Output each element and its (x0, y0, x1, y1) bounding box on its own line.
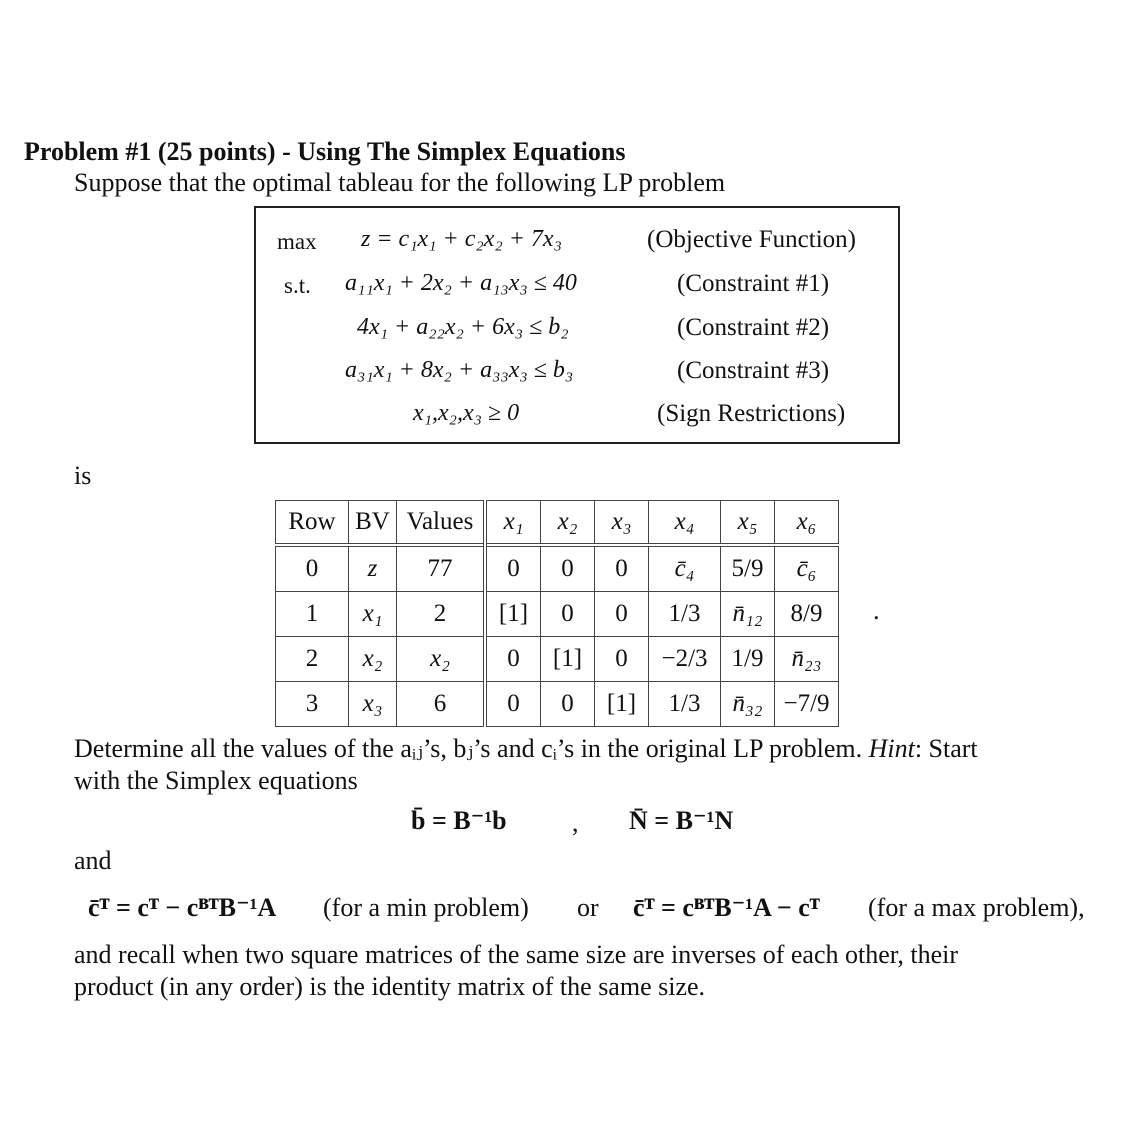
problem-title: Problem #1 (25 points) - Using The Simplex Equations (24, 137, 626, 166)
lp-constraint-3: a₃₁x₁ + 8x₂ + a₃₃x₃ ≤ b₃ (345, 357, 574, 383)
header-x2: x₂ (541, 501, 595, 546)
cell: 5/9 (721, 545, 775, 592)
tableau-period: . (873, 596, 880, 625)
cell: 1/9 (721, 637, 775, 682)
hint-label: Hint (868, 734, 915, 763)
equation-comma: , (572, 808, 579, 837)
determine-line (74, 734, 978, 764)
cell: 0 (485, 545, 541, 592)
cell: c̄₄ (649, 545, 721, 592)
cell: c̄₆ (775, 545, 839, 592)
simplex-intro-line: with the Simplex equations (74, 766, 358, 795)
cell: z (349, 545, 397, 592)
cell: x₁ (349, 592, 397, 637)
equation-b: b̄ = B⁻¹b (411, 806, 507, 835)
lp-st-label: s.t. (284, 273, 311, 298)
cell: x₂ (397, 637, 486, 682)
lp-constraint-3-note: (Constraint #3) (677, 357, 830, 384)
cell: 1/3 (649, 682, 721, 727)
min-note: (for a min problem) (323, 893, 529, 922)
header-row: Row (276, 501, 349, 546)
header-x3: x₃ (595, 501, 649, 546)
cell: 6 (397, 682, 486, 727)
is-word: is (74, 461, 92, 490)
header-values: Values (397, 501, 486, 546)
recall-line-1: and recall when two square matrices of the same size are inverses of each other, their (74, 940, 959, 969)
cell: −7/9 (775, 682, 839, 727)
cell: 1/3 (649, 592, 721, 637)
cell: 3 (276, 682, 349, 727)
cell: 77 (397, 545, 486, 592)
lp-constraint-2: 4x₁ + a₂₂x₂ + 6x₃ ≤ b₂ (357, 314, 569, 340)
cell: n̄₁₂ (721, 592, 775, 637)
cell: 0 (595, 637, 649, 682)
cell: x₃ (349, 682, 397, 727)
table-header-row (276, 501, 839, 546)
lp-sign-restriction: x₁,x₂,x₃ ≥ 0 (413, 400, 520, 426)
and-word: and (74, 846, 112, 875)
lp-objective: z = c₁x₁ + c₂x₂ + 7x₃ (361, 226, 562, 252)
hint-rest: : Start (914, 734, 978, 763)
determine-text: Determine all the values of the aᵢⱼ’s, bⱼ’s and cᵢ’s in the original LP problem. (74, 734, 863, 763)
table-row (276, 545, 839, 592)
cell: 8/9 (775, 592, 839, 637)
equation-n: N̄ = B⁻¹N (629, 806, 734, 835)
cell: 2 (276, 637, 349, 682)
cell: 0 (485, 637, 541, 682)
header-x1: x₁ (485, 501, 541, 546)
simplex-tableau (275, 500, 839, 727)
cell: x₂ (349, 637, 397, 682)
cell: 0 (595, 545, 649, 592)
cell: 0 (595, 592, 649, 637)
header-x4: x₄ (649, 501, 721, 546)
table-row (276, 682, 839, 727)
header-x6: x₆ (775, 501, 839, 546)
cell: n̄₃₂ (721, 682, 775, 727)
header-x5: x₅ (721, 501, 775, 546)
lp-constraint-1-note: (Constraint #1) (677, 270, 830, 297)
cell: 0 (276, 545, 349, 592)
cell: 0 (541, 545, 595, 592)
cell: [1] (485, 592, 541, 637)
lp-objective-note: (Objective Function) (647, 226, 856, 253)
lp-sign-note: (Sign Restrictions) (657, 400, 846, 427)
lp-max-label: max (277, 229, 317, 254)
cell: 2 (397, 592, 486, 637)
lp-constraint-2-note: (Constraint #2) (677, 314, 830, 341)
ct-min-equation: c̄ᵀ = cᵀ − cᴮᵀB⁻¹A (88, 893, 277, 922)
cell: [1] (541, 637, 595, 682)
intro-text: Suppose that the optimal tableau for the following LP problem (74, 168, 726, 197)
lp-constraint-1: a₁₁x₁ + 2x₂ + a₁₃x₃ ≤ 40 (345, 270, 577, 296)
cell: n̄₂₃ (775, 637, 839, 682)
cell: −2/3 (649, 637, 721, 682)
table-row (276, 637, 839, 682)
ct-max-equation: c̄ᵀ = cᴮᵀB⁻¹A − cᵀ (633, 893, 820, 922)
cell: 1 (276, 592, 349, 637)
or-word: or (577, 893, 599, 922)
header-bv: BV (349, 501, 397, 546)
max-note: (for a max problem), (868, 893, 1085, 922)
cell: 0 (541, 682, 595, 727)
cell: 0 (541, 592, 595, 637)
table-row (276, 592, 839, 637)
cell: [1] (595, 682, 649, 727)
cell: 0 (485, 682, 541, 727)
recall-line-2: product (in any order) is the identity matrix of the same size. (74, 972, 706, 1001)
